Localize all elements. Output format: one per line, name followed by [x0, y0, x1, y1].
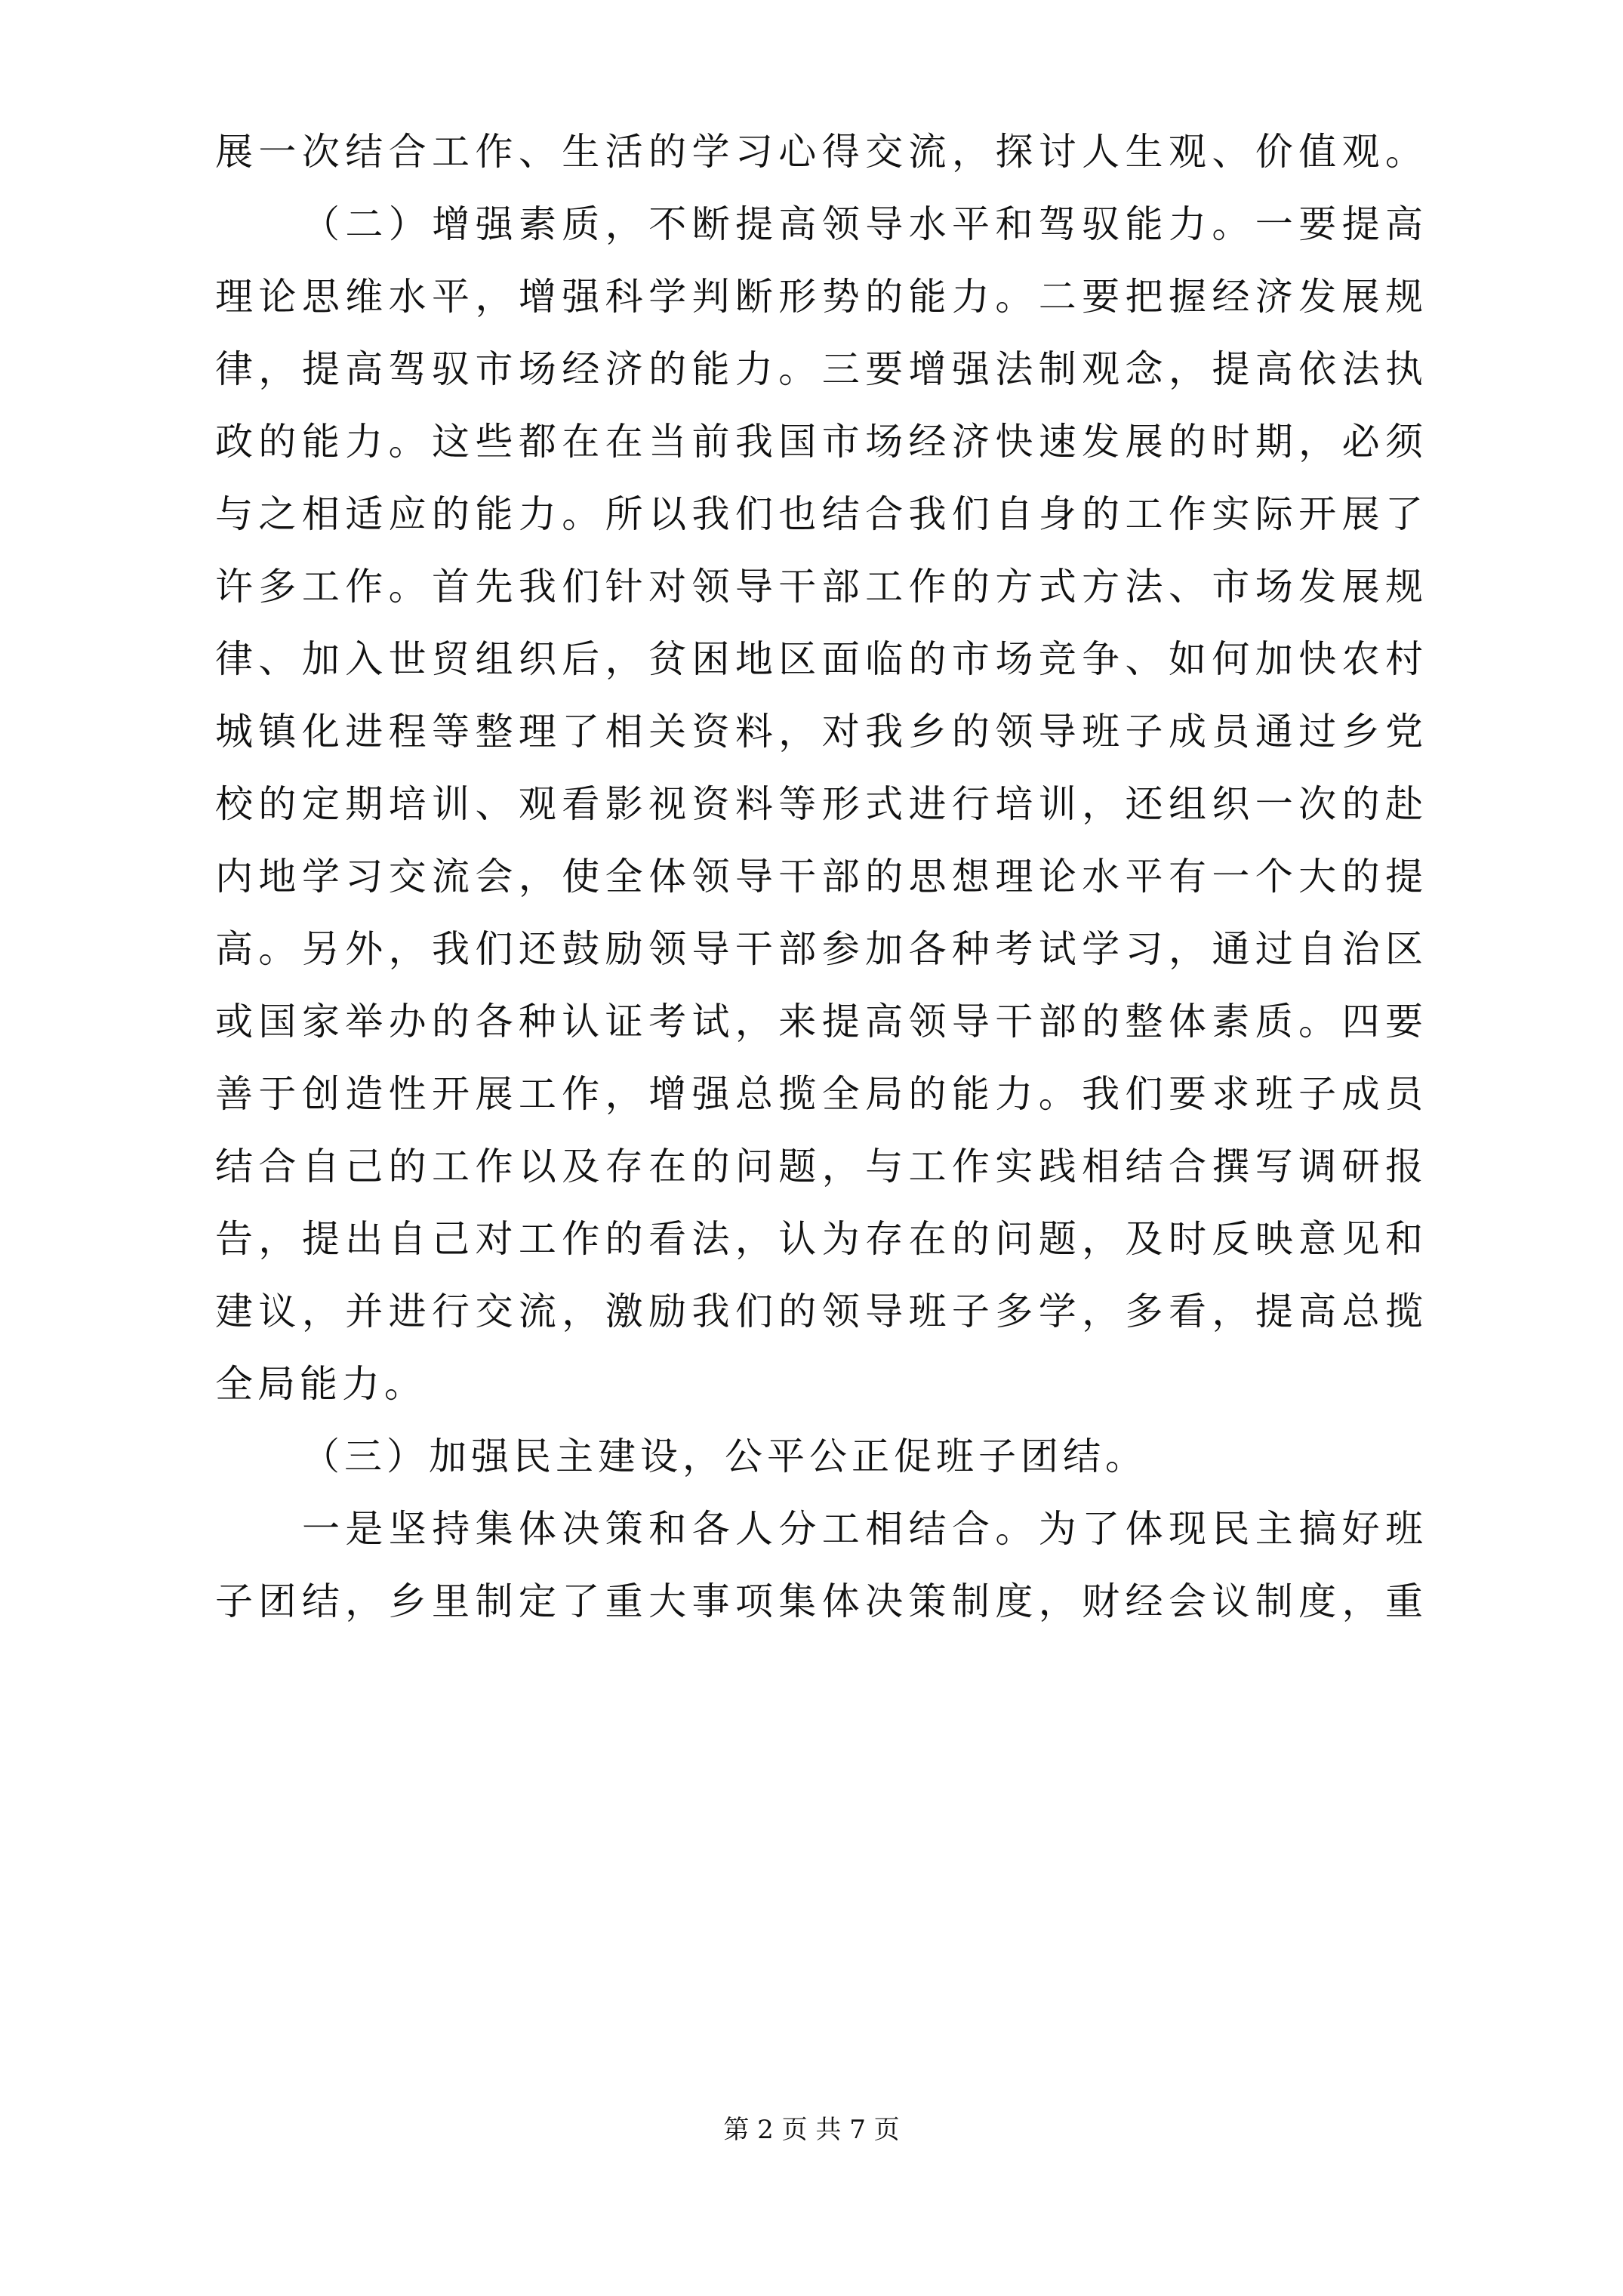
text-line-20: 一是坚持集体决策和各人分工相结合。为了体现民主搞好班 [302, 1507, 1423, 1551]
section-heading-3: （三）加强民主建设，公平公正促班子团结。 [302, 1435, 1147, 1478]
text-line-6: 与之相适应的能力。所以我们也结合我们自身的工作实际开展了 [215, 492, 1423, 536]
text-line-7: 许多工作。首先我们针对领导干部工作的方式方法、市场发展规 [215, 565, 1423, 609]
text-line-11: 内地学习交流会，使全体领导干部的思想理论水平有一个大的提 [215, 855, 1423, 898]
text-line-1: 展一次结合工作、生活的学习心得交流，探讨人生观、价值观。 [215, 130, 1423, 174]
text-line-10: 校的定期培训、观看影视资料等形式进行培训，还组织一次的赴 [215, 782, 1423, 826]
text-line-5: 政的能力。这些都在在当前我国市场经济快速发展的时期，必须 [215, 420, 1423, 464]
text-line-21: 子团结，乡里制定了重大事项集体决策制度，财经会议制度，重 [215, 1579, 1423, 1623]
text-line-4: 律，提高驾驭市场经济的能力。三要增强法制观念，提高依法执 [215, 347, 1423, 391]
page-footer: 第 2 页 共 7 页 [723, 2115, 900, 2145]
text-line-17: 建议，并进行交流，激励我们的领导班子多学，多看，提高总揽 [215, 1290, 1423, 1333]
text-line-3: 理论思维水平，增强科学判断形势的能力。二要把握经济发展规 [215, 275, 1423, 319]
text-line-9: 城镇化进程等整理了相关资料，对我乡的领导班子成员通过乡党 [215, 710, 1423, 754]
text-line-18: 全局能力。 [215, 1362, 427, 1406]
text-line-13: 或国家举办的各种认证考试，来提高领导干部的整体素质。四要 [215, 1000, 1423, 1043]
section-heading-2: （二）增强素质，不断提高领导水平和驾驭能力。一要提高 [302, 202, 1423, 246]
text-line-16: 告，提出自己对工作的看法，认为存在的问题，及时反映意见和 [215, 1217, 1423, 1261]
text-line-12: 高。另外，我们还鼓励领导干部参加各种考试学习，通过自治区 [215, 927, 1423, 971]
text-line-14: 善于创造性开展工作，增强总揽全局的能力。我们要求班子成员 [215, 1072, 1423, 1116]
text-line-15: 结合自己的工作以及存在的问题，与工作实践相结合撰写调研报 [215, 1145, 1423, 1188]
text-line-8: 律、加入世贸组织后，贫困地区面临的市场竞争、如何加快农村 [215, 637, 1423, 681]
